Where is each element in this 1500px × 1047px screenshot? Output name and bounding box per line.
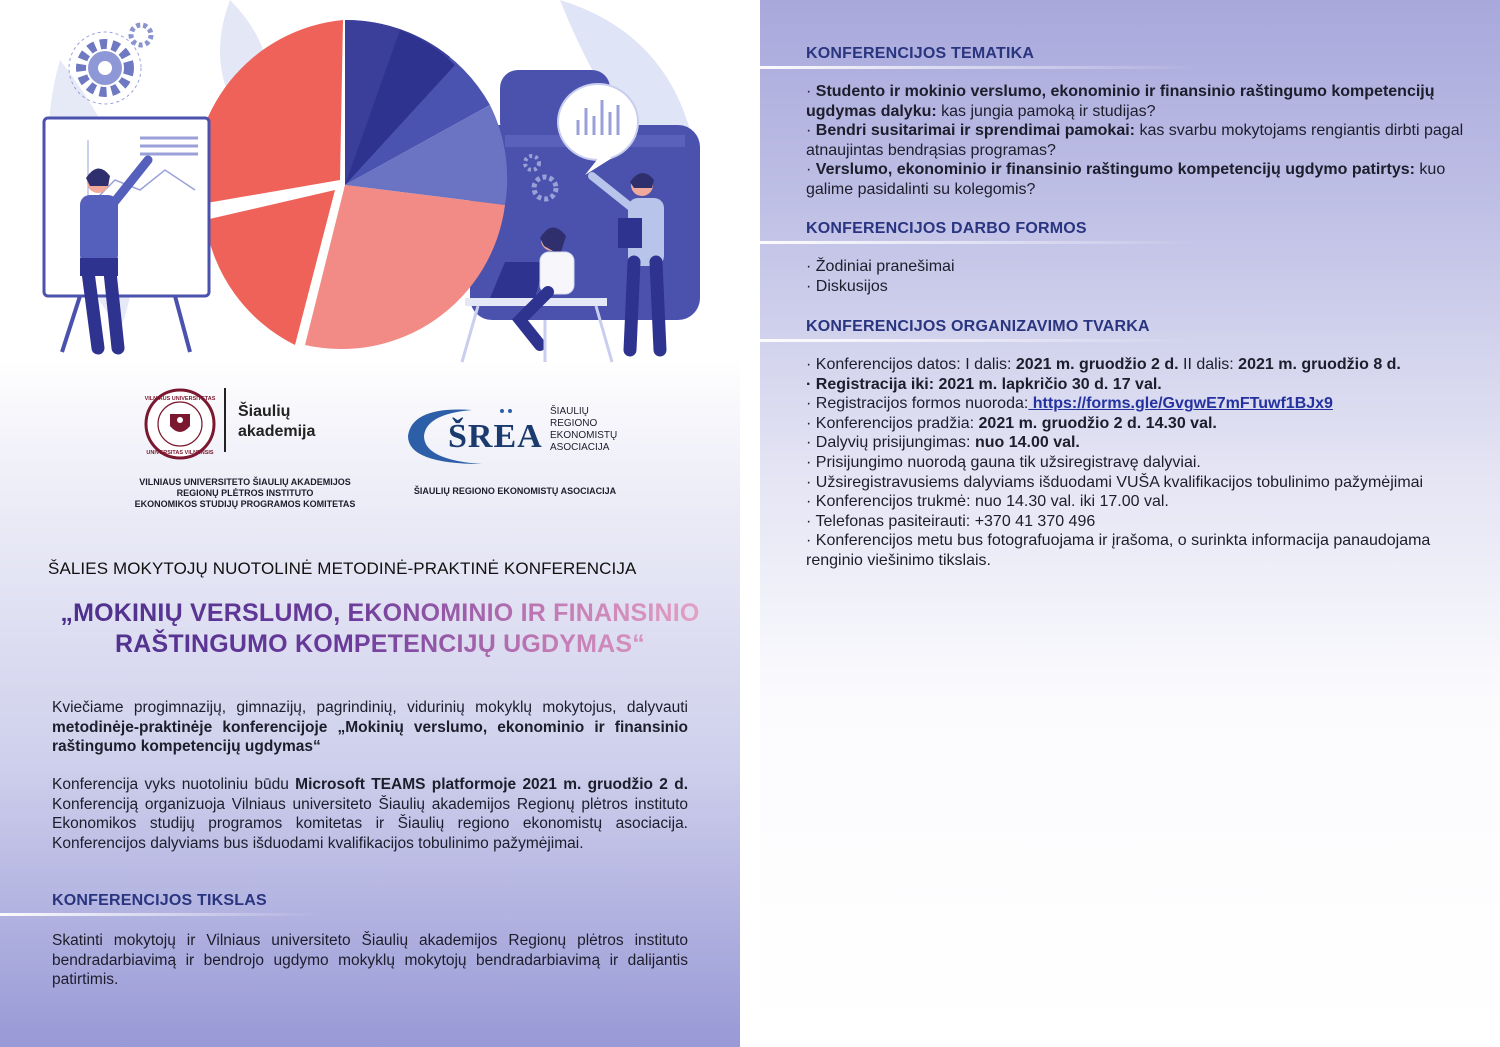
list-item: · Konferencijos trukmė: nuo 14.30 val. iki 17.00 val. [806,493,1169,511]
gear-icon [131,25,151,45]
left-panel [0,0,740,1047]
heading-underline [760,241,1200,244]
title-line: RAŠTINGUMO KOMPETENCIJŲ UGDYMAS“ [114,630,646,658]
list-item-connect [806,433,1466,453]
list-item-start [806,414,1466,434]
srea-small-line: EKONOMISTŲ [550,430,618,441]
title-line: „MOKINIŲ VERSLUMO, EKONOMINIO IR FINANSINIO [60,599,700,627]
text-run: II dalis: [1178,356,1239,373]
heading-underline [0,913,320,916]
srea-logo [402,404,642,468]
conference-subtitle: ŠALIES MOKYTOJŲ NUOTOLINĖ METODINĖ-PRAKTINĖ KONFERENCIJA [48,559,637,578]
srea-small-text [550,406,617,454]
text-run: · Dalyvių prisijungimas: [806,434,975,452]
logo-divider [224,388,226,452]
srea-small-line: ASOCIACIJA [550,442,610,453]
right-panel [760,0,1500,1047]
text-run-bold: metodinėje-praktinėje konferencijoje „Mokinių verslumo, ekonominio ir finansinio raštingumo kompetencijų ugdymas“ [52,718,688,755]
srea-small-line: REGIONO [550,418,598,429]
forms-heading: KONFERENCIJOS DARBO FORMOS [806,220,1087,237]
heading-underline [760,339,1200,342]
text-run: kuo galime pasidalinti su kolegomis? [806,161,1446,198]
list-item: · Prisijungimo nuorodą gauna tik užsiregistravę dalyviai. [806,453,1201,471]
theme-list [806,82,1466,200]
bullet: · [806,161,816,179]
pie-chart [194,20,507,349]
list-item [806,82,1466,121]
list-item [806,160,1466,199]
list-item-dates [806,355,1466,375]
svg-text:UNIVERSITAS VILNENSIS: UNIVERSITAS VILNENSIS [146,450,214,456]
text-run: Konferenciją organizuoja Vilniaus universiteto Šiaulių akademijos Regionų plėtros instituto Ekonomikos studijų programos komitetas ir Šiaulių regiono ekonomistų asociacija. Konferencijos dalyviams bus išduodami kvalifikacijos tobulinimo pažymėjimai. [52,795,688,852]
invitation-paragraph [52,698,688,757]
goal-paragraph: Skatinti mokytojų ir Vilniaus universiteto Šiaulių akademijos Regionų plėtros instituto bendradarbiavimą ir bendrojo ugdymo mokyklų mokytojų bendradarbiavimą ir dalijantis patirtimis. [52,932,688,988]
text-run: · Konferencijos datos: I dalis: [806,356,1016,373]
pie-slice [305,185,505,349]
logo-word-line: akademija [238,423,316,440]
caption-line: VILNIAUS UNIVERSITETO ŠIAULIŲ AKADEMIJOS [139,477,351,487]
order-heading: KONFERENCIJOS ORGANIZAVIMO TVARKA [806,318,1150,335]
conference-illustration [0,0,740,370]
vu-siauliu-akademija-logo [140,384,340,464]
list-item: · Diskusijos [806,277,888,295]
svg-text:VILNIAUS UNIVERSITETAS: VILNIAUS UNIVERSITETAS [144,396,216,402]
goal-heading: KONFERENCIJOS TIKSLAS [52,892,267,909]
list-item [806,121,1466,160]
text-run: kas jungia pamoką ir studijas? [936,102,1156,120]
list-item: · Telefonas pasiteirauti: +370 41 370 496 [806,512,1096,530]
text-run-bold: 2021 m. gruodžio 2 d. 14.30 val. [978,414,1217,432]
text-run: kas svarbu mokytojams rengiantis dirbti pagal atnaujintas bendrąsias programas? [806,122,1464,159]
text-run-bold: Microsoft TEAMS platformoje 2021 m. gruodžio 2 d. [295,776,688,793]
text-run-bold: 2021 m. gruodžio 2 d. [1015,356,1179,373]
pie-slice [194,20,343,205]
srea-wordmark: ŠREA [448,418,543,455]
heading-underline [760,66,1200,69]
list-item: · Užsiregistravusiems dalyviams išduodami VUŠA kvalifikacijos tobulinimo pažymėjimai [806,473,1424,491]
logo-word-line: Šiaulių [238,403,291,420]
bullet: · [806,122,816,140]
conference-info-paragraph [52,775,688,853]
theme-heading: KONFERENCIJOS TEMATIKA [806,45,1035,62]
list-item: · Konferencijos metu bus fotografuojama ir įrašoma, o surinkta informacija panaudojama renginio viešinimo tikslais. [806,532,1431,569]
text-run: · Konferencijos pradžia: [806,414,979,432]
srea-small-line: ŠIAULIŲ [550,406,589,417]
list-item-registration-deadline: · Registracija iki: 2021 m. lapkričio 30 d. 17 val. [806,375,1162,393]
order-list [806,355,1466,571]
registration-link[interactable]: https://forms.gle/GvgwE7mFTuwf1BJx9 [1028,395,1333,413]
text-run: Konferencija vyks nuotoliniu būdu [52,776,296,793]
text-run-bold: Studento ir mokinio verslumo, ekonominio ir finansinio raštingumo kompetencijų ugdymas dalyku: [806,83,1435,120]
text-run-bold: Verslumo, ekonominio ir finansinio raštingumo kompetencijų ugdymo patirtys: [815,161,1415,179]
forms-list [806,257,1466,296]
list-item-registration-link [806,394,1466,414]
conference-title [40,598,720,660]
bullet: · [806,83,816,100]
text-run-bold: 2021 m. gruodžio 8 d. [1238,356,1401,373]
university-seal-icon [144,388,216,460]
caption-line: REGIONŲ PLĖTROS INSTITUTO [176,488,314,498]
text-run: Kviečiame progimnazijų, gimnazijų, pagrindinių, vidurinių mokyklų mokytojus, dalyvauti [52,699,688,716]
text-run-bold: nuo 14.00 val. [974,434,1080,452]
list-item: · Žodiniai pranešimai [806,258,955,275]
srea-logo-caption: ŠIAULIŲ REGIONO EKONOMISTŲ ASOCIACIJA [413,486,617,496]
vu-logo-caption [100,477,390,510]
text-run-bold: Bendri susitarimai ir sprendimai pamokai: [815,122,1135,140]
logo-wordmark [238,402,315,442]
caption-line: EKONOMIKOS STUDIJŲ PROGRAMOS KOMITETAS [134,499,356,509]
gear-icon [69,32,141,104]
text-run: · Registracijos formos nuoroda: [806,395,1029,413]
